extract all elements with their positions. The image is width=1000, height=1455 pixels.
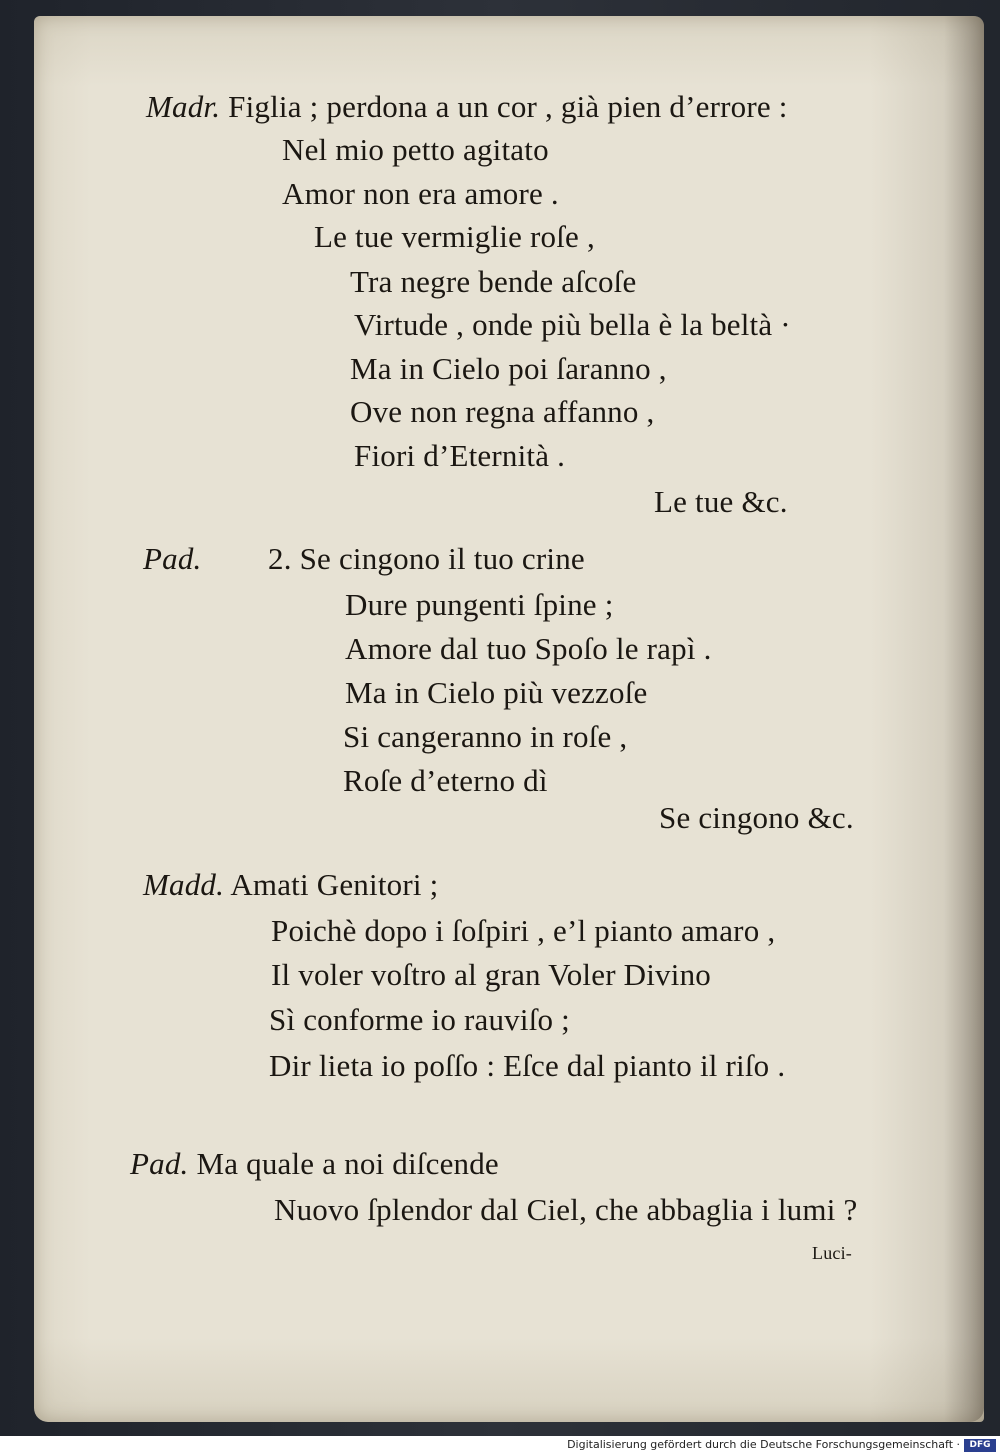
verse-line: Sì conforme io rauviſo ;: [269, 1002, 570, 1037]
verse-line: Dure pungenti ſpine ;: [345, 587, 614, 622]
catchword: Luci-: [812, 1243, 852, 1263]
verse-text: Amati Genitori ;: [230, 867, 439, 902]
verse-line: Poichè dopo i ſoſpiri , e’l pianto amaro ,: [271, 913, 776, 948]
verse-text: Ma quale a noi diſcende: [196, 1146, 499, 1181]
verse-line: Amore dal tuo Spoſo le rapì .: [345, 631, 712, 666]
speaker-label: Pad.: [143, 541, 202, 576]
binding-shadow: [944, 16, 984, 1422]
verse-line: Nel mio petto agitato: [282, 132, 549, 167]
speaker-label: Madd.: [143, 867, 225, 902]
verse-line: Roſe d’eterno dì: [343, 763, 548, 798]
verse-line: [268, 541, 585, 577]
verse-line: Ma in Cielo più vezzoſe: [345, 675, 648, 710]
verse-line: Dir lieta io poſſo : Eſce dal pianto il riſo .: [269, 1048, 786, 1083]
verse-line: [146, 89, 788, 125]
speaker-label: Madr.: [146, 89, 221, 124]
verse-text: Figlia ; perdona a un cor , già pien d’errore :: [228, 89, 788, 124]
verse-line: Le tue vermiglie roſe ,: [314, 219, 595, 254]
digitization-footer: [0, 1436, 1000, 1455]
verse-line: Fiori d’Eternità .: [354, 438, 566, 473]
verse-line: Virtude , onde più bella è la beltà ·: [354, 307, 791, 342]
stanza-number: 2.: [268, 541, 292, 576]
refrain-cue: Le tue &c.: [654, 484, 788, 519]
refrain-cue: Se cingono &c.: [659, 800, 854, 835]
verse-line: Il voler voſtro al gran Voler Divino: [271, 957, 711, 992]
verse-line: [143, 867, 438, 903]
verse-line: Amor non era amore .: [282, 176, 559, 211]
verse-line: [143, 541, 202, 577]
verse-line: Si cangeranno in roſe ,: [343, 719, 628, 754]
speaker-label: Pad.: [130, 1146, 189, 1181]
verse-line: Nuovo ſplendor dal Ciel, che abbaglia i lumi ?: [274, 1192, 858, 1227]
footer-credit: Digitalisierung gefördert durch die Deutsche Forschungsgemeinschaft ·: [567, 1438, 960, 1451]
verse-text: Se cingono il tuo crine: [299, 541, 585, 576]
verse-line: Ma in Cielo poi ſaranno ,: [350, 351, 667, 386]
dfg-logo: DFG: [964, 1439, 996, 1452]
verse-line: Tra negre bende aſcoſe: [350, 264, 637, 299]
verse-line: [130, 1146, 499, 1182]
verse-line: Ove non regna affanno ,: [350, 394, 655, 429]
